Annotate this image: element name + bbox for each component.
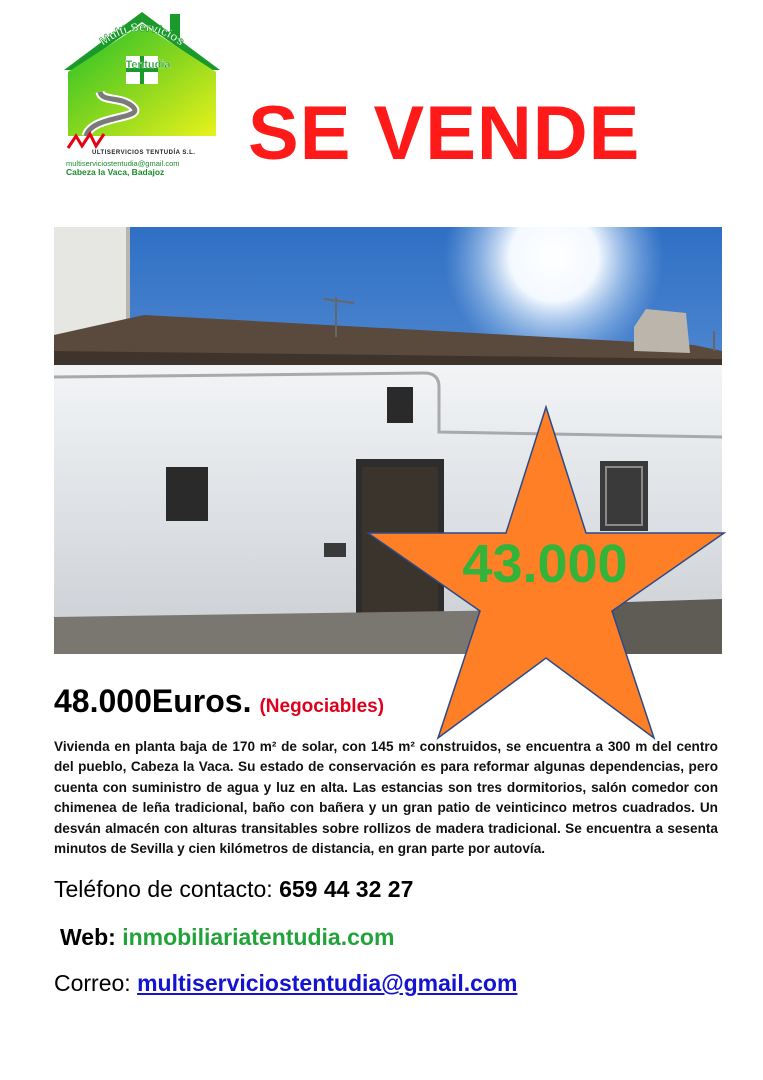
star-price: 43.000 — [462, 534, 628, 594]
price-line — [54, 683, 384, 720]
property-description: Vivienda en planta baja de 170 m² de solar, con 145 m² construidos, se encuentra a 300 m del centro del pueblo, Cabeza la Vaca. Su estado de conservación es para reformar algunas dependencias, pero cuenta con suministro de agua y luz en alta. Las estancias son tres dormitorios, salón comedor con chimenea de leña tradicional, baño con bañera y un gran patio de veinticinco metros cuadrados. Un desván almacén con alturas transitables sobre rollizos de madera tradicional. Se encuentra a sesenta minutos de Sevilla y cien kilómetros de distancia, en gran parte por autovía. — [54, 739, 718, 857]
phone-number[interactable]: 659 44 32 27 — [279, 876, 414, 902]
headline-se-vende: SE VENDE — [248, 91, 641, 176]
web-link[interactable]: inmobiliariatentudia.com — [122, 924, 395, 950]
price-negotiable-note: (Negociables) — [259, 696, 385, 717]
price-main: 48.000Euros. — [54, 683, 252, 719]
web-label: Web: — [60, 924, 123, 950]
offer-star — [360, 405, 730, 740]
email-line — [54, 970, 517, 997]
phone-line — [54, 876, 413, 903]
logo-location: Cabeza la Vaca, Badajoz — [66, 167, 165, 177]
logo-company-name: ULTISERVICIOS TENTUDÍA S.L. — [92, 150, 196, 156]
web-line — [60, 924, 394, 951]
logo-arc-text: Multi Servicios — [96, 19, 188, 49]
phone-label: Teléfono de contacto: — [54, 876, 280, 902]
email-label: Correo: — [54, 970, 138, 996]
logo-email: multiserviciostentudia@gmail.com — [66, 159, 180, 168]
logo-name: Tentudia — [125, 59, 171, 71]
house-logo-graphic — [62, 10, 222, 150]
email-link[interactable]: multiserviciostentudia@gmail.com — [137, 970, 518, 996]
company-logo — [62, 10, 222, 175]
